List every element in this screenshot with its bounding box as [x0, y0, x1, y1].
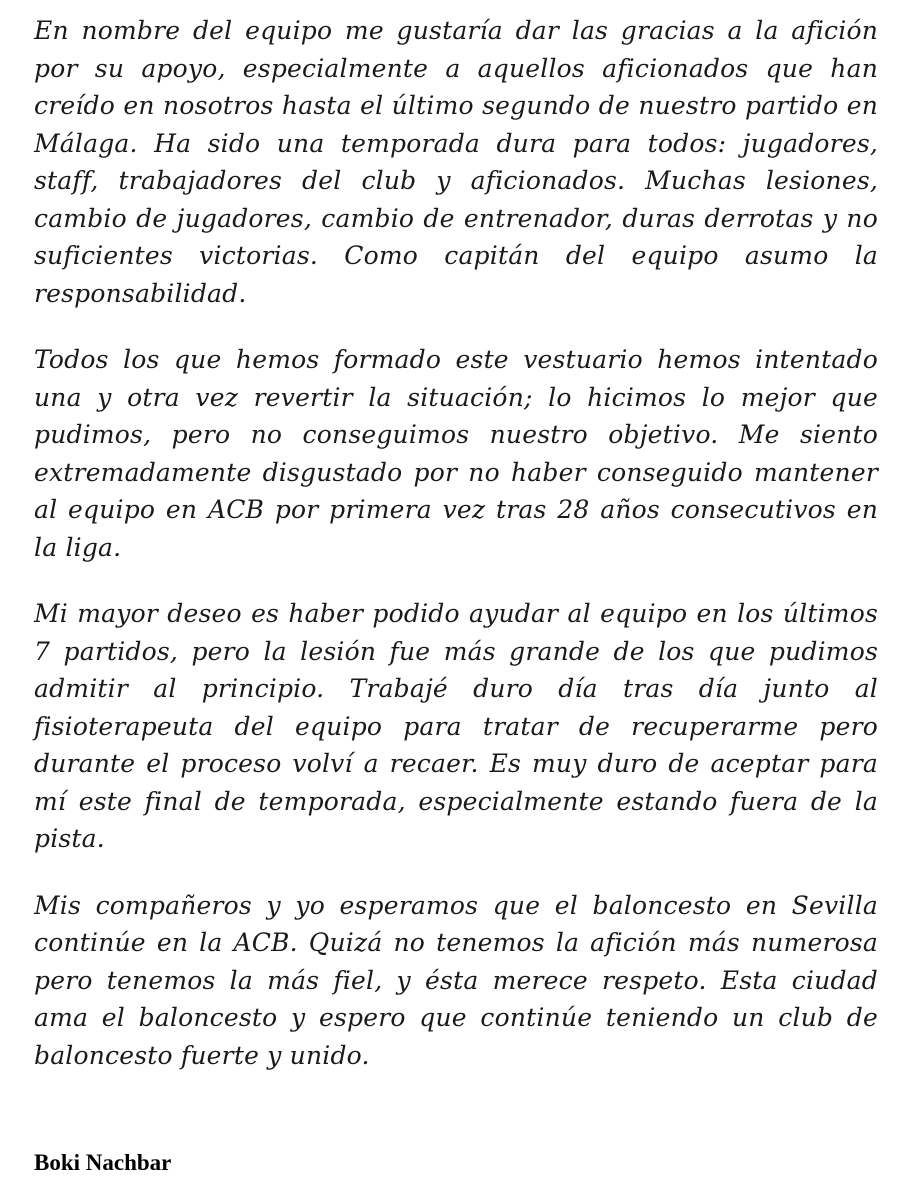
- letter-body: [34, 12, 878, 1103]
- letter-paragraph-4: Mis compañeros y yo esperamos que el baloncesto en Sevilla continúe en la ACB. Quizá no tenemos la afición más numerosa pero tenemos la más fiel, y ésta merece respeto. Esta ciudad ama el baloncesto y espero que continúe teniendo un club de baloncesto fuerte y unido.: [34, 890, 878, 1070]
- letter-paragraph-3: Mi mayor deseo es haber podido ayudar al equipo en los últimos 7 partidos, pero la lesión fue más grande de los que pudimos admitir al principio. Trabajé duro día tras día junto al fisioterapeuta del equipo para tratar de recuperarme pero durante el proceso volví a recaer. Es muy duro de aceptar para mí este final de temporada, especialmente estando fuera de la pista.: [34, 599, 878, 853]
- letter-signature: Boki Nachbar: [34, 1150, 172, 1175]
- letter-paragraph-1: En nombre del equipo me gustaría dar las gracias a la afición por su apoyo, especialmente a aquellos aficionados que han creído en nosotros hasta el último segundo de nuestro partido en Málaga. Ha sido una temporada dura para todos: jugadores, staff, trabajadores del club y aficionados. Muchas lesiones, cambio de jugadores, cambio de entrenador, duras derrotas y no suficientes victorias. Como capitán del equipo asumo la responsabilidad.: [34, 16, 878, 308]
- letter-paragraph-2: Todos los que hemos formado este vestuario hemos intentado una y otra vez revertir la situación; lo hicimos lo mejor que pudimos, pero no conseguimos nuestro objetivo. Me siento extremadamente disgustado por no haber conseguido mantener al equipo en ACB por primera vez tras 28 años consecutivos en la liga.: [34, 345, 878, 562]
